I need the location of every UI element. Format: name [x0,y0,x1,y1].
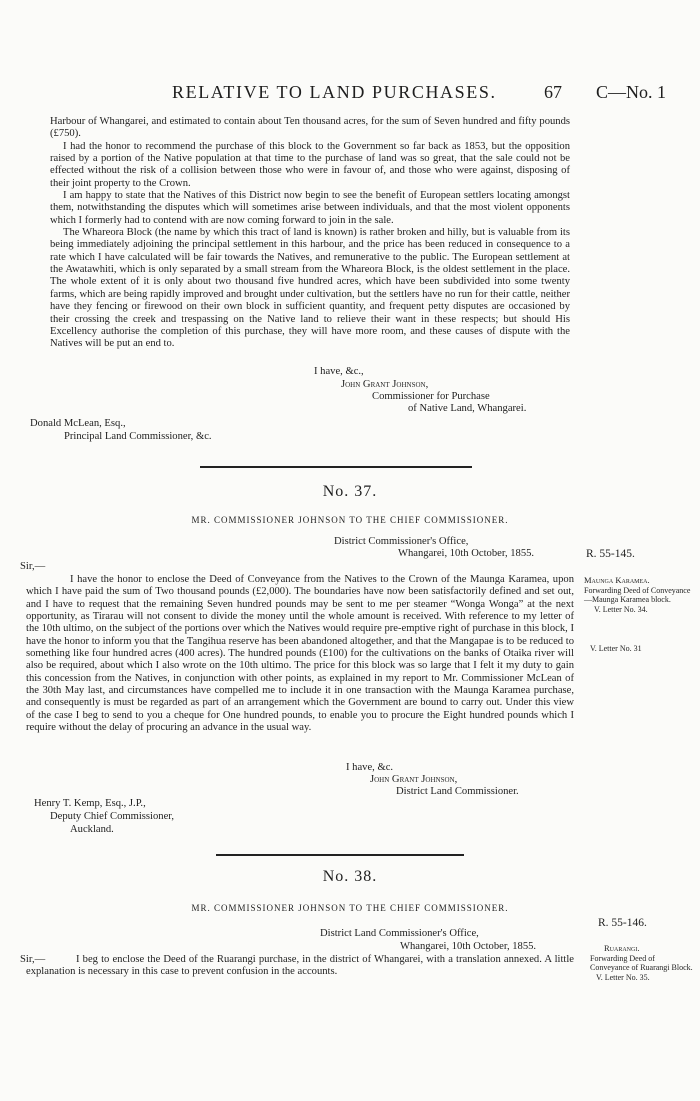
addressee-place: Auckland. [70,824,114,835]
signer-name: John Grant Johnson, [370,774,458,785]
closing: I have, &c. [346,762,394,773]
running-title: RELATIVE TO LAND PURCHASES. [172,82,497,102]
letter-number: No. 38. [322,868,378,885]
margin-note-heading: Maunga Karamea. [584,575,650,585]
margin-note-text: Forwarding Deed of Conveyance—Maunga Karamea block. [584,585,691,605]
signer-title: Commissioner for Purchase [372,391,490,402]
margin-note [584,576,694,614]
reference-number: R. 55-146. [598,917,647,929]
addressee-title: Deputy Chief Commissioner, [50,811,175,822]
closing: I have, &c., [314,366,364,377]
salutation: Sir,— [20,561,46,572]
paragraph: Harbour of Whangarei, and estimated to contain about Ten thousand acres, for the sum of Seven hundred and fifty pounds (£750). [50,116,570,140]
letter-36-body [50,116,570,351]
signer-title: of Native Land, Whangarei. [408,403,527,414]
margin-note [590,944,694,982]
signer-name: John Grant Johnson, [341,379,429,390]
paragraph: I have the honor to enclose the Deed of Conveyance from the Natives to the Crown of the Maunga Karamea, upon which I have paid the sum of Two thousand pounds (£2,000). The boundaries have now been satisfactorily defined and set out, and I have to request that the remaining Seven hundred pounds may be sent to me per steamer “Wonga Wonga” at the next opportunity, as Tirarau will not consent to divide the money until the whole amount is received. With reference to my letter of the 10th ultimo, on the subject of the portions over which the Natives would require pre-emptive right of purchase in this block, I have the honor to inform you that the Tangihua reserve has been abandoned altogether, and that the Mangapae is to be reduced to something like four hundred acres (400 acres). The hundred pounds (£100) for the cultivations on the banks of Otaika river will also be required, about which I also wrote on the 10th ultimo. The price for this block was so large that I felt it my duty to gain this concession from the Natives, in conjunction with other points, as explained in my report to Mr. Commissioner McLean of the 30th May last, and circumstances have compelled me to include it in one transaction with the Maunga Karamea purchase, and consequently is must be regarded as part of an arrangement which the Government are bound to carry out. Under this view of the case I beg to send to you a cheque for One hundred pounds, to enable you to procure the Eight hundred pounds which I require without the delay of procuring an advance in the usual way. [26,574,574,734]
addressee-title: Principal Land Commissioner, &c. [64,431,212,442]
date-line: Whangarei, 10th October, 1855. [400,941,537,952]
addressee-name: Henry T. Kemp, Esq., J.P., [34,798,146,809]
office-line: District Land Commissioner's Office, [320,928,479,939]
paragraph: I beg to enclose the Deed of the Ruarangi purchase, in the district of Whangarei, with a translation annexed. A little explanation is necessary in this case to prevent confusion in the accounts. [26,954,574,978]
margin-note-reference: V. Letter No. 35. [596,972,650,982]
margin-note-reference: V. Letter No. 34. [594,604,648,614]
salutation: Sir,— [20,954,46,965]
letter-38-body [26,954,574,979]
section-divider [216,854,464,856]
margin-note-heading: Ruarangi. [604,943,640,953]
letter-number: No. 37. [322,483,378,500]
paragraph: I am happy to state that the Natives of this District now begin to see the benefit of European settlers locating amongst them, notwithstanding the disputes which will sometimes arise between individuals, and that the most violent opponents which I formerly had to contend with are now coming forward to join in the sale. [50,190,570,226]
page-number: 67 [544,82,562,102]
signer-title: District Land Commissioner. [396,786,519,797]
paragraph: I had the honor to recommend the purchase of this block to the Government so far back as 1853, but the opposition raised by a portion of the Native population at that time to the purchase of land was so great, that the sale could not be effected without the risk of a collision between those who were in favour of, and those who were against, disposing of their joint property to the Crown. [50,140,570,189]
letter-37-body [26,574,574,734]
letter-caption: MR. COMMISSIONER JOHNSON TO THE CHIEF COMMISSIONER. [191,903,509,913]
date-line: Whangarei, 10th October, 1855. [398,548,535,559]
addressee-name: Donald McLean, Esq., [30,418,126,429]
reference-number: R. 55-145. [586,548,635,560]
paragraph: The Whareora Block (the name by which this tract of land is known) is rather broken and hilly, but is valuable from its being immediately adjoining the principal settlement in this harbour, and the price has been reduced in consequence to a rate which I have calculated will be fair towards the Natives, and remunerative to the public. The European settlement at the Awatawhiti, which is only separated by a small stream from the Whareora Block, is the oldest settlement in the place. The whole extent of it is only about two thousand five hundred acres, which have been subdivided into some twenty farms, which are being rapidly improved and brought under cultivation, but the settlers have no run for their cattle, neither have they fencing or firewood on their own block in sufficient quantity, and frequent petty disputes are occasioned by their crossing the creek and trespassing on the Native land to relieve their want in these respects; but should His Excellency authorise the completion of this purchase, they will have more room, and these causes of dispute with the Natives will be put an end to. [50,227,570,350]
letter-caption: MR. COMMISSIONER JOHNSON TO THE CHIEF COMMISSIONER. [191,515,509,525]
page-header [0,82,700,104]
office-line: District Commissioner's Office, [334,536,469,547]
series-code: C—No. 1 [596,82,667,102]
margin-note-reference: V. Letter No. 31 [590,644,642,653]
margin-note-text: Forwarding Deed of Conveyance of Ruarangi Block. [590,953,693,973]
section-divider [200,466,472,468]
